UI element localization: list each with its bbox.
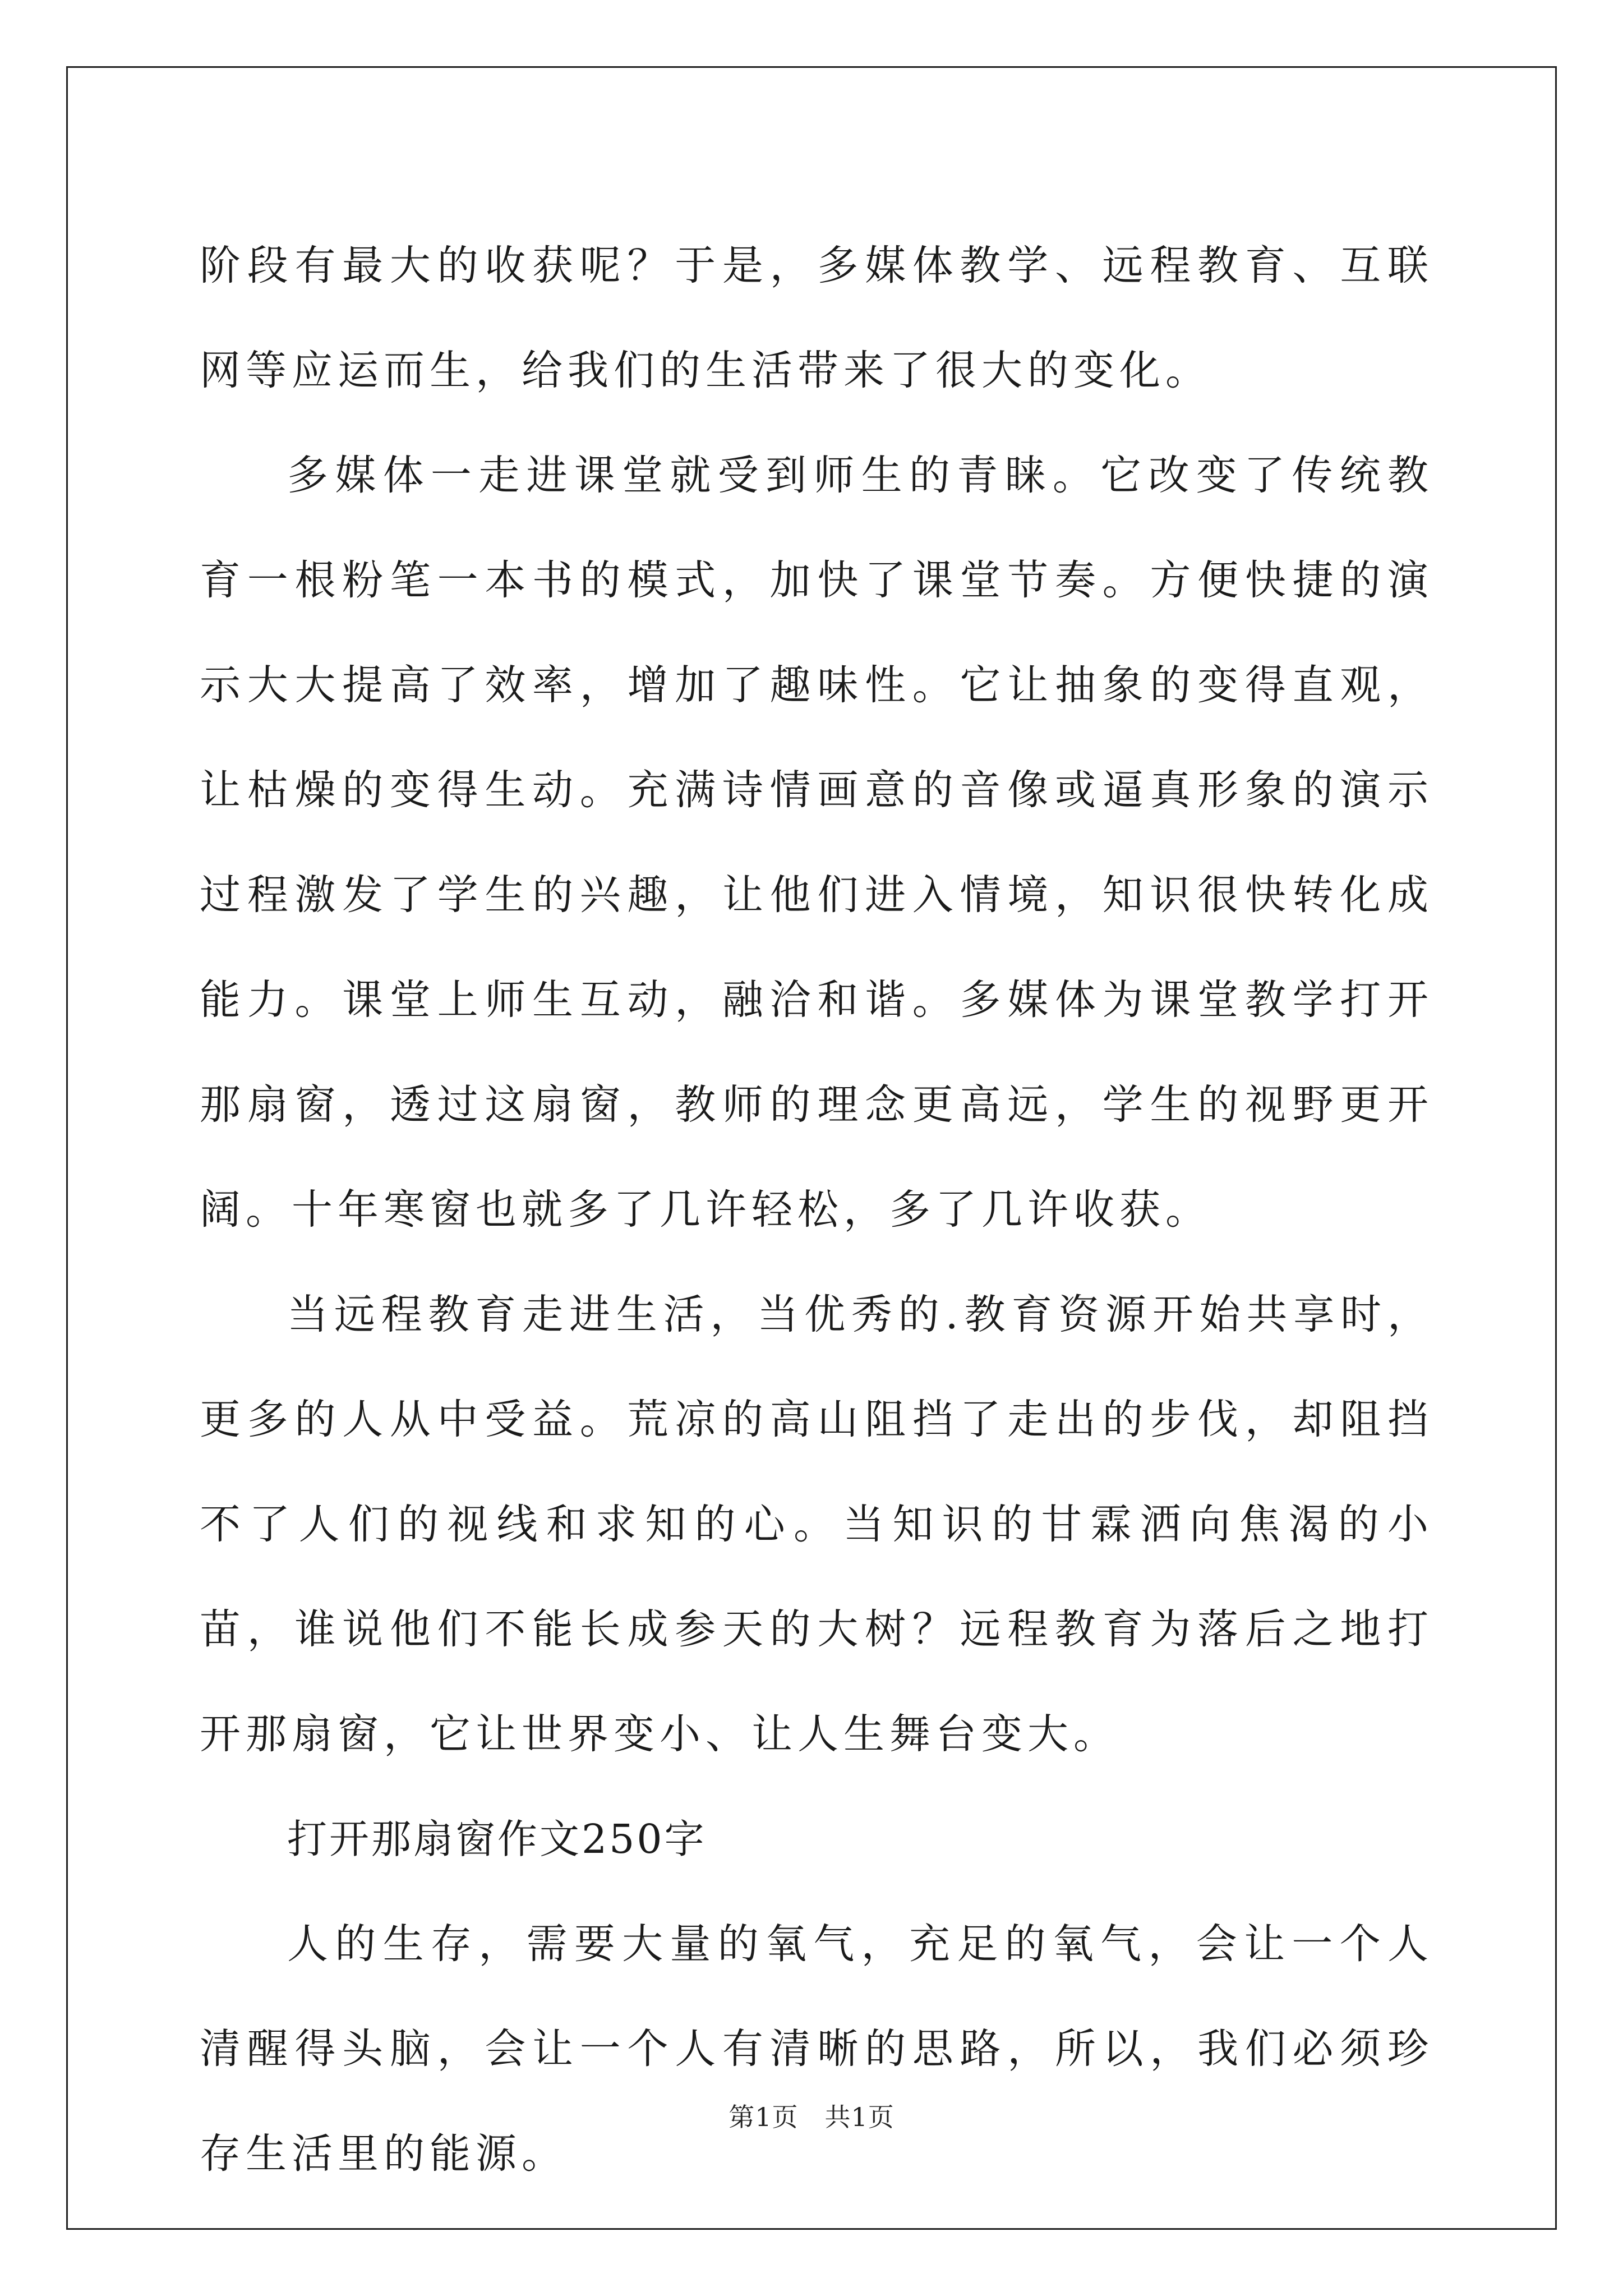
paragraph-3: 当远程教育走进生活，当优秀的.教育资源开始共享时，更多的人从中受益。荒凉的高山阻挡了走出的步伐，却阻挡不了人们的视线和求知的心。当知识的甘霖洒向焦渴的小苗，谁说他们不能长成参天的大树？远程教育为落后之地打开那扇窗，它让世界变小、让人生舞台变大。	[200, 1291, 1433, 1758]
document-body	[200, 213, 1433, 2206]
paragraph-1: 阶段有最大的收获呢？于是，多媒体教学、远程教育、互联网等应运而生，给我们的生活带来了很大的变化。	[200, 242, 1433, 394]
page-footer: 第1页 共1页	[728, 2102, 895, 2132]
section-heading: 打开那扇窗作文250字	[287, 1816, 707, 1862]
paragraph-2: 多媒体一走进课堂就受到师生的青睐。它改变了传统教育一根粉笔一本书的模式，加快了课堂节奏。方便快捷的演示大大提高了效率，增加了趣味性。它让抽象的变得直观，让枯燥的变得生动。充满诗情画意的音像或逼真形象的演示过程激发了学生的兴趣，让他们进入情境，知识很快转化成能力。课堂上师生互动，融洽和谐。多媒体为课堂教学打开那扇窗，透过这扇窗，教师的理念更高远，学生的视野更开阔。十年寒窗也就多了几许轻松，多了几许收获。	[200, 452, 1433, 1234]
paragraph-4: 人的生存，需要大量的氧气，充足的氧气，会让一个人清醒得头脑，会让一个人有清晰的思路，所以，我们必须珍存生活里的能源。	[200, 1920, 1433, 2178]
